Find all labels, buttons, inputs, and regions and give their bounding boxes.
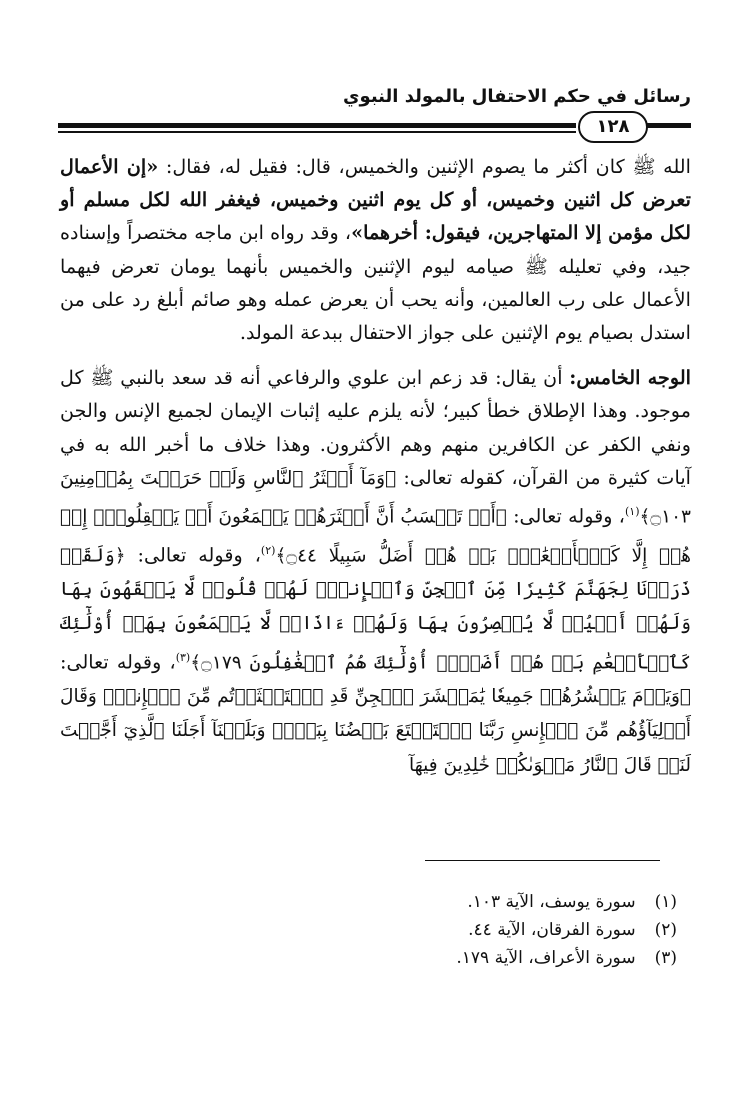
footnote-1 <box>120 888 677 916</box>
page-number: ١٢٨ <box>578 111 648 143</box>
quran-verse-1: ﴿وَمَآ أَكۡثَرُ ٱلنَّاسِ وَلَوۡ حَرَصۡتَ بِمُؤۡمِنِينَ ۝١٠٣﴾ <box>60 467 691 528</box>
footnote-text: سورة الفرقان، الآية ٤٤. <box>468 920 636 940</box>
page-header <box>58 78 691 148</box>
header-rule-left <box>58 123 576 128</box>
footnote-2 <box>120 916 677 944</box>
footnote-separator <box>425 860 660 861</box>
connector-1: ، وقوله تعالى: <box>506 504 625 528</box>
footnote-number: (٣) <box>654 948 677 968</box>
paragraph-1-text: الله ﷺ كان أكثر ما يصوم الإثنين والخميس، قال: فقيل له، فقال: <box>165 155 691 178</box>
footnote-3 <box>120 944 677 972</box>
paragraph-2-text: أن يقال: قد زعم ابن علوي والرفاعي أنه قد سعد بالنبي ﷺ كل موجود. وهذا الإطلاق خطأ كبير؛ لأنه يلزم عليه إثبات الإيمان لجميع الإنس والجن ونفي الكفر عن الكافرين منهم وهم الأكثرون. وهذا خلاف ما أخبر الله به في آيات كثيرة من القرآن، كقوله تعالى: <box>60 366 691 489</box>
connector-3: ، وقوله تعالى: <box>60 650 176 674</box>
footnote-ref-3[interactable]: (٣) <box>175 650 191 664</box>
quran-verse-4: ﴿وَيَوۡمَ يَحۡشُرُهُمۡ جَمِيعٗا يَٰمَعۡشَرَ ٱلۡجِنِّ قَدِ ٱسۡتَكۡثَرۡتُم مِّنَ ٱلۡإِنسِۖ وَقَالَ أَوۡلِيَآؤُهُم مِّنَ ٱلۡإِنسِ رَبَّنَا ٱسۡتَمۡتَعَ بَعۡضُنَا بِبَعۡضٖ وَبَلَغۡنَآ أَجَلَنَا ٱلَّذِيٓ أَجَّلۡتَ لَنَاۚ قَالَ ٱلنَّارُ مَثۡوَىٰكُمۡ خَٰلِدِينَ فِيهَآ <box>60 686 691 776</box>
header-rule-right <box>646 123 691 128</box>
paragraph-1-continuation: ، وقد رواه ابن ماجه مختصراً وإسناده جيد، وفي تعليله ﷺ صيامه ليوم الإثنين والخميس بأنهما يومان تعرض فيهما الأعمال على رب العالمين، وأنه يحب أن يعرض عمله وهو صائم أبلغ رد على من استدل بصيام يوم الإثنين على جواز الاحتفال ببدعة المولد. <box>60 221 691 345</box>
footnote-ref-1[interactable]: (١) <box>624 505 640 519</box>
header-rule-thin <box>58 131 576 133</box>
quran-verse-2: ﴿أَمۡ تَحۡسَبُ أَنَّ أَكۡثَرَهُمۡ يَسۡمَعُونَ أَوۡ يَعۡقِلُونَۚ إِنۡ هُمۡ إِلَّا كَٱلۡأَنۡعَٰمِۖ بَلۡ هُمۡ أَضَلُّ سَبِيلًا ۝٤٤﴾ <box>60 506 691 567</box>
footnote-number: (١) <box>654 892 677 912</box>
footnote-ref-2[interactable]: (٢) <box>260 543 276 557</box>
connector-2: ، وقوله تعالى: <box>125 543 261 567</box>
running-title: رسائل في حكم الاحتفال بالمولد النبوي <box>343 86 691 107</box>
section-label: الوجه الخامس: <box>569 366 691 390</box>
paragraph-1 <box>60 150 691 349</box>
footnote-text: سورة الأعراف، الآية ١٧٩. <box>456 948 636 968</box>
paragraph-2 <box>60 361 691 782</box>
footnote-number: (٢) <box>654 920 677 940</box>
main-text <box>60 150 691 782</box>
footnote-text: سورة يوسف، الآية ١٠٣. <box>467 892 636 912</box>
hadith-quote: «إن الأعمال تعرض كل اثنين وخميس، أو كل يوم اثنين وخميس، فيغفر الله لكل مسلم أو لكل مؤمن إلا المتهاجرين، فيقول: أخرهما» <box>60 155 691 245</box>
footnotes <box>120 888 677 972</box>
quran-verse-3: ﴿وَلَقَدۡ ذَرَأۡنَا لِجَهَنَّمَ كَثِيرٗا مِّنَ ٱلۡجِنِّ وَٱلۡإِنسِۖ لَهُمۡ قُلُوبٞ لَّا يَفۡقَهُونَ بِهَا وَلَهُمۡ أَعۡيُنٞ لَّا يُبۡصِرُونَ بِهَا وَلَهُمۡ ءَاذَانٞ لَّا يَسۡمَعُونَ بِهَآۚ أُوْلَٰٓئِكَ كَٱلۡأَنۡعَٰمِ بَلۡ هُمۡ أَضَلُّۚ أُوْلَٰٓئِكَ هُمُ ٱلۡغَٰفِلُونَ ۝١٧٩﴾ <box>60 545 691 674</box>
